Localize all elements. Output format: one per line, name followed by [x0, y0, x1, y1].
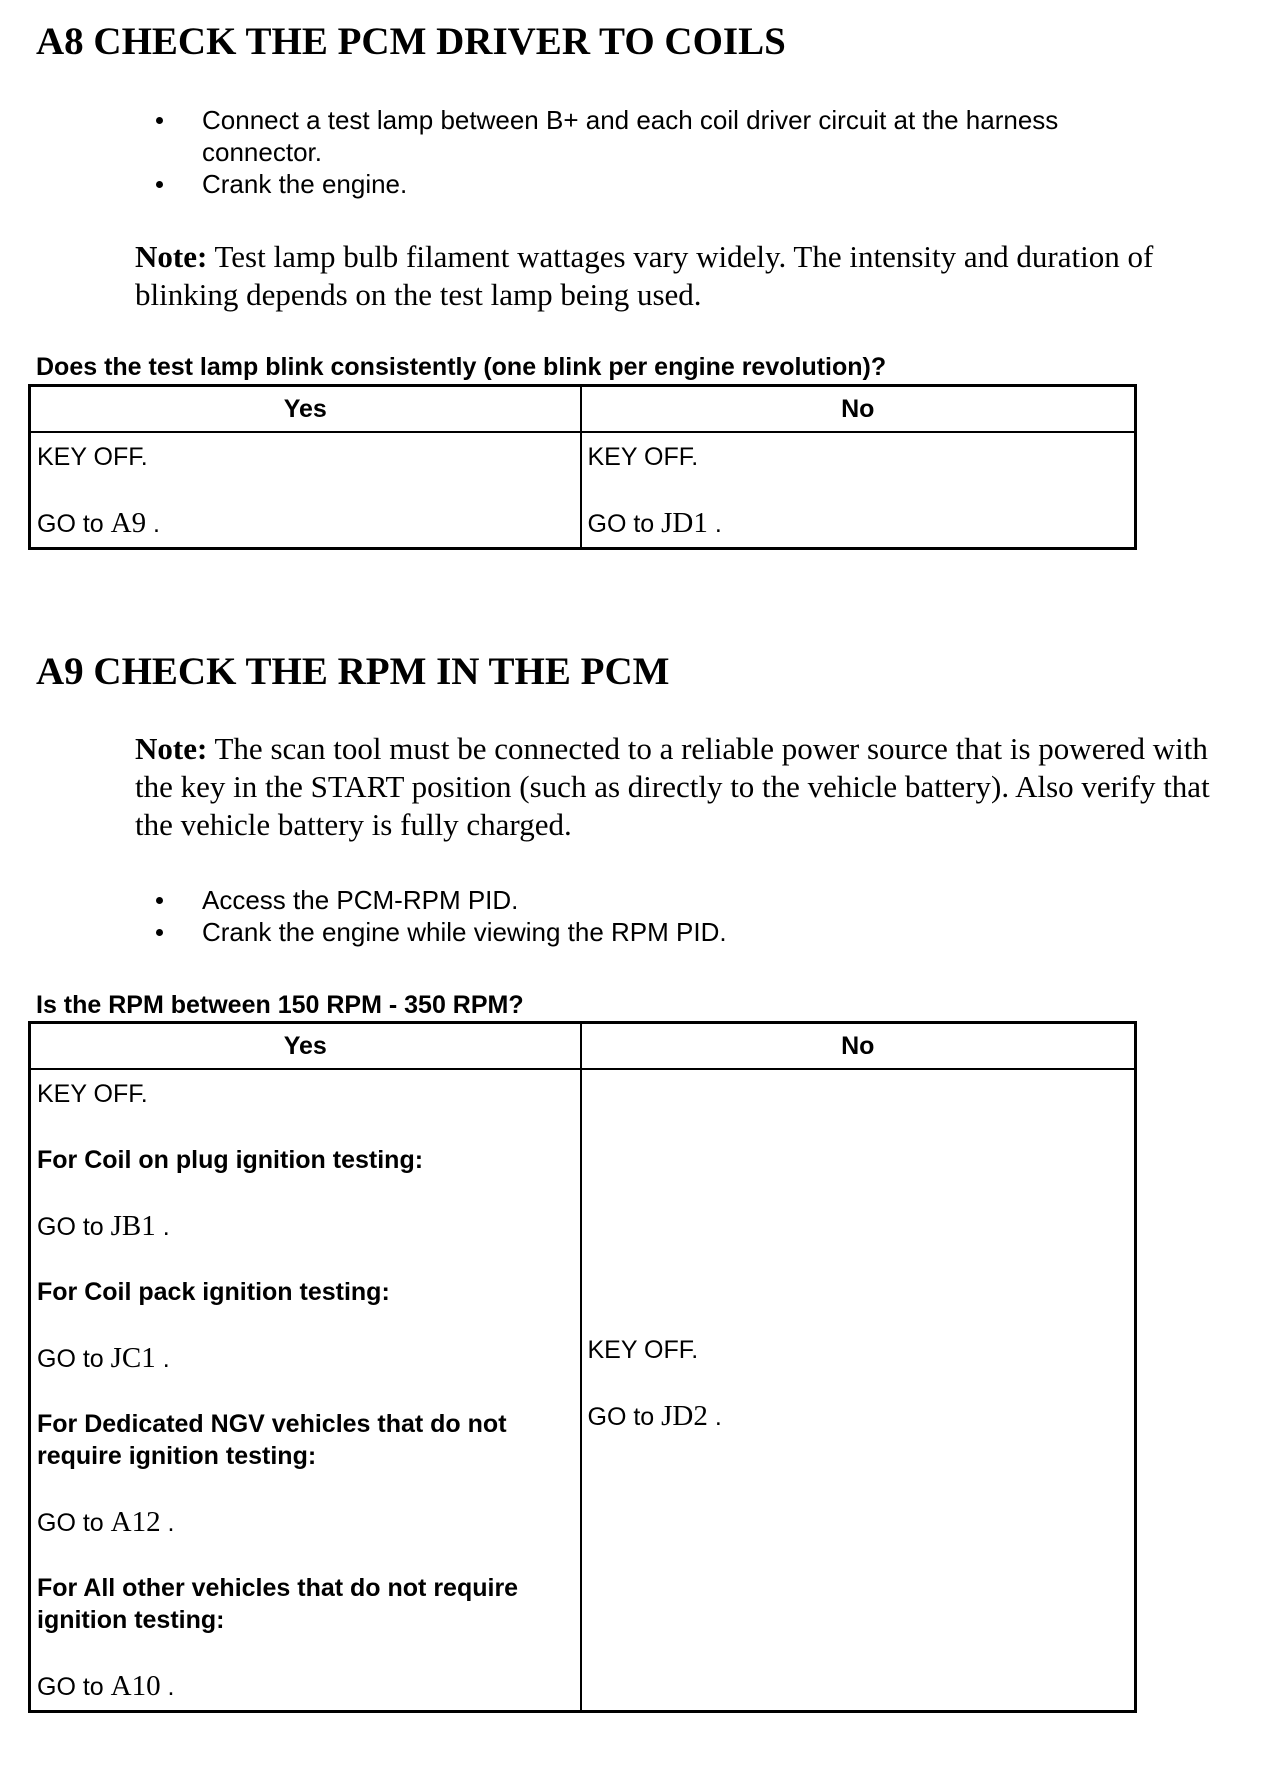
no-cell [581, 1069, 1136, 1712]
a8-note [135, 238, 1235, 314]
note-text: Test lamp bulb filament wattages vary widely. The intensity and duration of blinking depends on the test lamp being used. [135, 239, 1154, 312]
a9-result-table [28, 1021, 1137, 1713]
coil-on-plug-heading: For Coil on plug ignition testing: [37, 1146, 424, 1174]
a9-title: A9 CHECK THE RPM IN THE PCM [36, 650, 670, 693]
list-item: Connect a test lamp between B+ and each coil driver circuit at the harness connector. [150, 104, 1150, 168]
a8-question: Does the test lamp blink consistently (one blink per engine revolution)? [36, 353, 887, 381]
go-ref: JD1 [661, 507, 708, 539]
table-header-row [30, 1023, 1136, 1070]
yes-cell [30, 1069, 581, 1712]
no-header: No [581, 386, 1136, 433]
a9-bullet-list [150, 884, 1150, 948]
a8-title: A8 CHECK THE PCM DRIVER TO COILS [36, 20, 786, 63]
table-header-row [30, 386, 1136, 433]
table-row [30, 432, 1136, 549]
go-to-a10: GO to A10 . [37, 1670, 175, 1702]
go-ref: JC1 [110, 1342, 156, 1374]
no-header: No [581, 1023, 1136, 1070]
a8-result-table [28, 384, 1137, 550]
a9-question: Is the RPM between 150 RPM - 350 RPM? [36, 991, 524, 1019]
key-off-text: KEY OFF. [587, 443, 699, 471]
key-off-text: KEY OFF. [587, 1336, 699, 1364]
list-item: Crank the engine while viewing the RPM PID. [150, 916, 1150, 948]
a9-note [135, 730, 1235, 844]
yes-header: Yes [30, 1023, 581, 1070]
other-vehicles-heading: For All other vehicles that do not require ignition testing: [37, 1574, 519, 1634]
go-to-jc1: GO to JC1 . [37, 1342, 170, 1374]
table-row [30, 1069, 1136, 1712]
go-ref: A9 [110, 507, 147, 539]
go-to-jd2: GO to JD2 . [587, 1400, 722, 1432]
yes-header: Yes [30, 386, 581, 433]
coil-pack-heading: For Coil pack ignition testing: [37, 1278, 390, 1306]
go-ref: A12 [110, 1506, 161, 1538]
go-to-jd1: GO to JD1 . [587, 507, 722, 539]
go-to-a12: GO to A12 . [37, 1506, 175, 1538]
key-off-text: KEY OFF. [37, 443, 148, 471]
go-ref: JB1 [110, 1210, 156, 1242]
go-to-a9: GO to A9 . [37, 507, 160, 539]
go-ref: JD2 [661, 1400, 708, 1432]
a8-bullet-list [150, 104, 1150, 200]
list-item: Crank the engine. [150, 168, 1150, 200]
no-cell [581, 432, 1136, 549]
list-item: Access the PCM-RPM PID. [150, 884, 1150, 916]
note-label: Note: [135, 239, 208, 274]
go-ref: A10 [110, 1670, 161, 1702]
note-label: Note: [135, 731, 208, 766]
go-to-jb1: GO to JB1 . [37, 1210, 170, 1242]
key-off-text: KEY OFF. [37, 1080, 148, 1108]
note-text: The scan tool must be connected to a reliable power source that is powered with the key in the START position (such as directly to the vehicle battery). Also verify that the vehicle battery is fully charged. [135, 731, 1210, 842]
yes-cell [30, 432, 581, 549]
ngv-heading: For Dedicated NGV vehicles that do not require ignition testing: [37, 1410, 507, 1470]
